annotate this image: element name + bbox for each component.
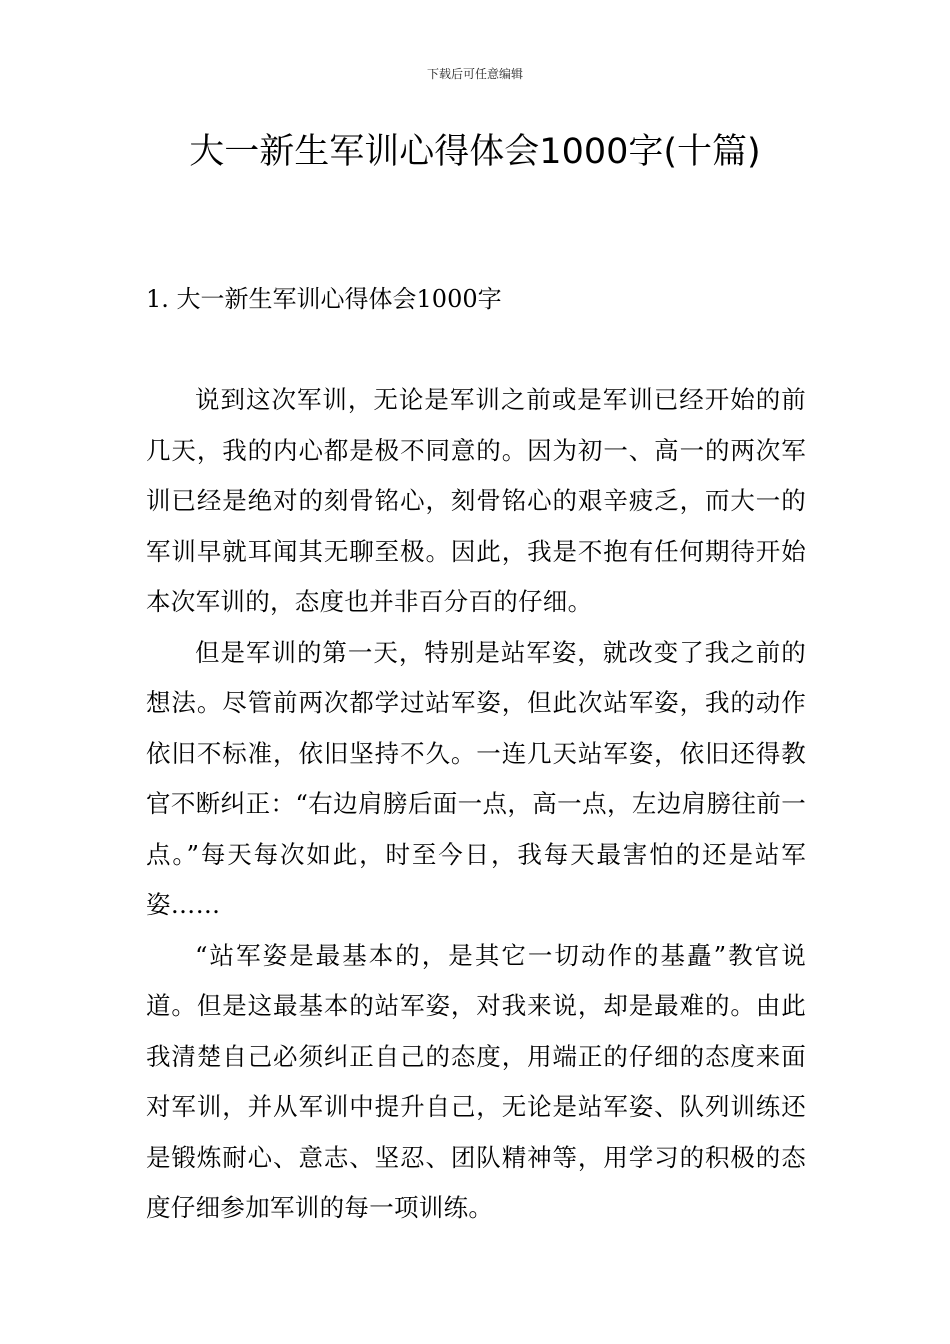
paragraph: 说到这次军训，无论是军训之前或是军训已经开始的前几天，我的内心都是极不同意的。因为初一、高一的两次军训已经是绝对的刻骨铭心，刻骨铭心的艰辛疲乏，而大一的军训早就耳闻其无聊至极。因此，我是不抱有任何期待开始本次军训的，态度也并非百分百的仔细。 (146, 385, 806, 616)
section-heading: 1. 大一新生军训心得体会1000字 (146, 285, 502, 313)
section-body (146, 375, 806, 1234)
document-title: 大一新生军训心得体会1000字(十篇) (189, 132, 761, 172)
paragraph: 但是军训的第一天，特别是站军姿，就改变了我之前的想法。尽管前两次都学过站军姿，但此次站军姿，我的动作依旧不标准，依旧坚持不久。一连几天站军姿，依旧还得教官不断纠正：“右边肩膀后面一点，高一点，左边肩膀往前一点。”每天每次如此，时至今日，我每天最害怕的还是站军姿…… (146, 637, 806, 919)
paragraph: “站军姿是最基本的，是其它一切动作的基矗”教官说道。但是这最基本的站军姿，对我来说，却是最难的。由此我清楚自己必须纠正自己的态度，用端正的仔细的态度来面对军训，并从军训中提升自己，无论是站军姿、队列训练还是锻炼耐心、意志、坚忍、团队精神等，用学习的积极的态度仔细参加军训的每一项训练。 (146, 940, 806, 1222)
header-note: 下载后可任意编辑 (426, 67, 523, 81)
